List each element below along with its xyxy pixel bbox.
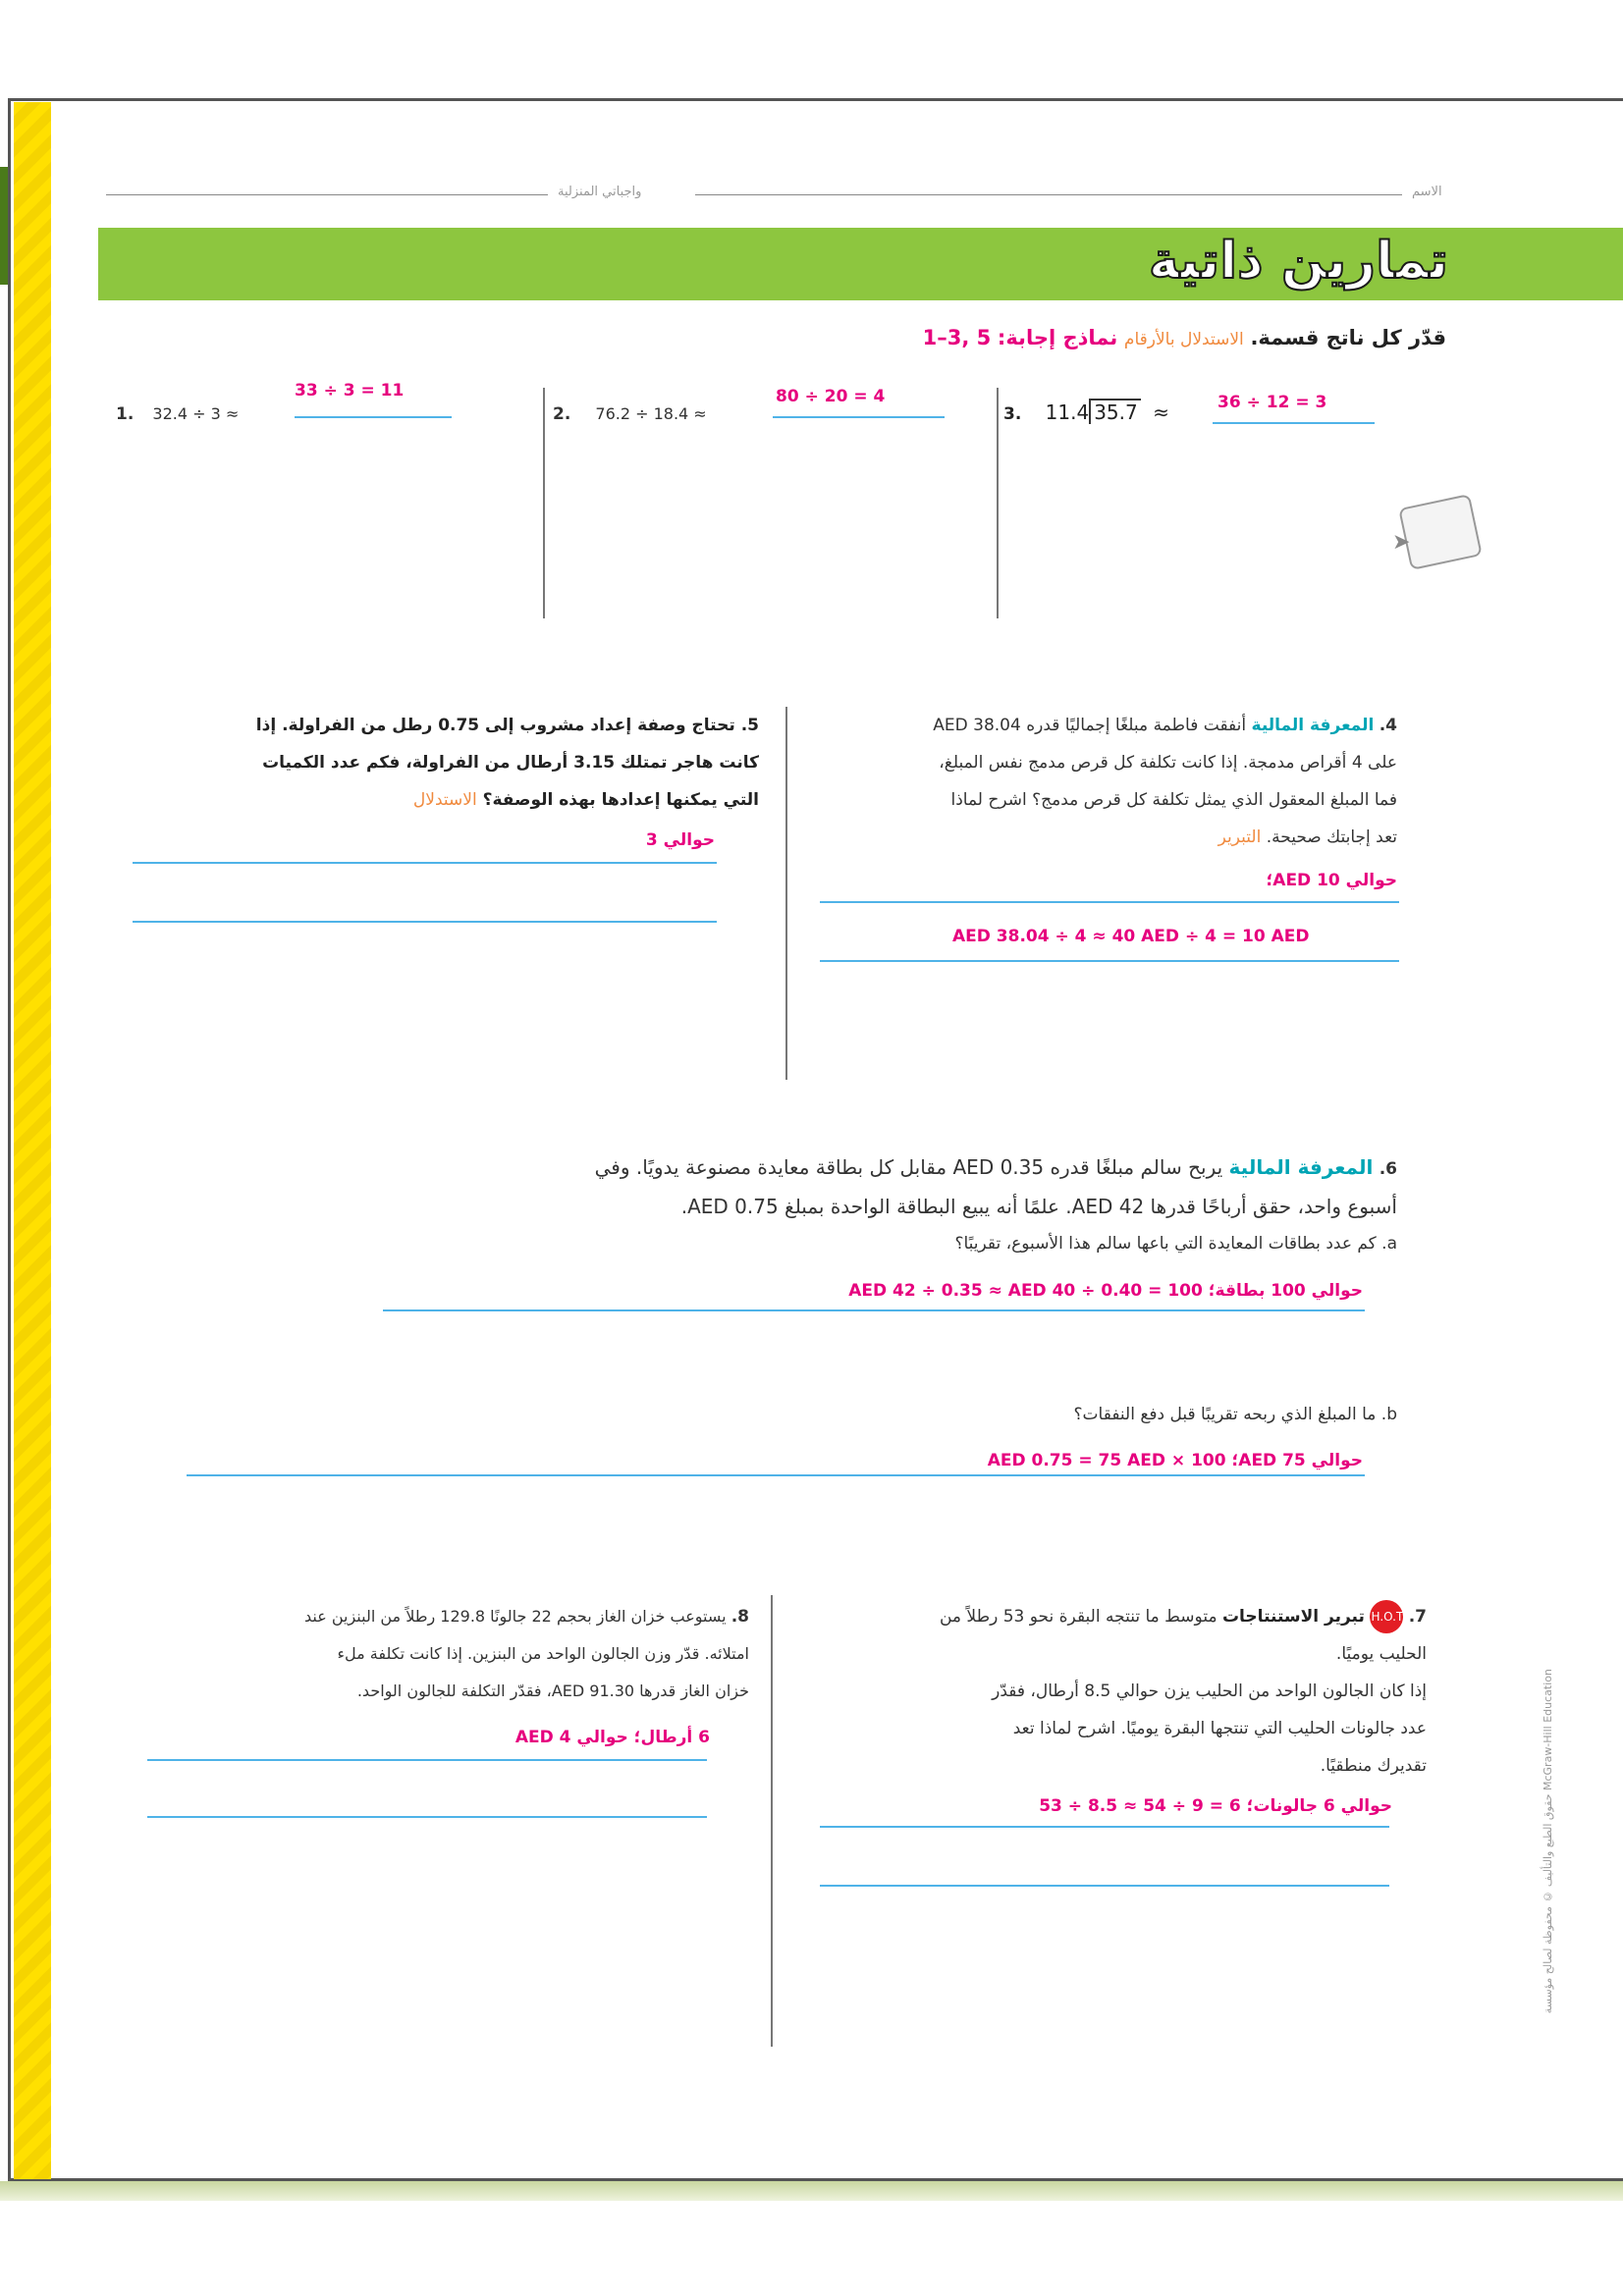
answer-line: [773, 416, 945, 418]
page-title: تمارين ذاتية: [1148, 232, 1448, 291]
problem-text: فما المبلغ المعقول الذي يمثل تكلفة كل قرص مدمج؟ اشرح لماذا: [950, 790, 1397, 810]
answer-5: حوالي 3: [645, 830, 715, 850]
answer-line: [1213, 422, 1375, 424]
copyright-credit: حقوق الطبع والتأليف © محفوظة لصالح مؤسسة McGraw-Hill Education: [1542, 1669, 1554, 2014]
problem-topic: المعرفة المالية: [1251, 716, 1375, 735]
problem-expression: 32.4 ÷ 3 ≈: [152, 404, 240, 423]
part-a: a. كم عدد بطاقات المعايدة التي باعها سالم هذا الأسبوع، تقريبًا؟: [954, 1234, 1397, 1254]
problem-text: يستوعب خزان الغاز بحجم 22 جالونًا 129.8 رطلاً من البنزين عند: [303, 1607, 727, 1626]
problem-text: أنفقت فاطمة مبلغًا إجماليًا قدره AED 38.04: [933, 716, 1247, 735]
answer-2: 80 ÷ 20 = 4: [776, 387, 886, 406]
hot-badge: H.O.T.: [1370, 1600, 1403, 1633]
column-divider: [785, 707, 787, 1080]
answer-line: [820, 1826, 1389, 1828]
divisor: 11.4: [1045, 400, 1090, 424]
teacher-line: [106, 194, 548, 195]
sample-items: 1–3, 5: [922, 326, 992, 349]
problem-hint: التبرير: [1217, 828, 1262, 847]
problem-text: التي يمكنها إعدادها بهذه الوصفة؟: [482, 790, 759, 810]
name-row: [106, 185, 1451, 204]
problem-text: الحليب يوميًا.: [1335, 1644, 1427, 1664]
problem-number: 6.: [1379, 1159, 1397, 1179]
instructions-text: قدّر كل ناتج قسمة.: [1250, 326, 1446, 349]
problem-8: [101, 1598, 749, 1710]
problem-hint: الاستدلال: [412, 790, 477, 810]
problem-number: 5.: [740, 716, 759, 735]
instructions: [923, 326, 1446, 349]
sample-label: نماذج إجابة:: [997, 326, 1118, 349]
problem-text: تعد إجابتك صحيحة.: [1266, 828, 1397, 847]
answer-4b: AED 38.04 ÷ 4 ≈ 40 AED ÷ 4 = 10 AED: [952, 927, 1310, 946]
answer-7: حوالي 6 جالونات؛ 6 = 9 ÷ 54 ≈ 8.5 ÷ 53: [1039, 1796, 1392, 1816]
answer-line: [133, 921, 717, 923]
answer-line: [820, 960, 1399, 962]
column-divider: [543, 388, 545, 618]
binding-strip: [14, 102, 51, 2179]
answer-line: [820, 1885, 1389, 1887]
page-shadow: [0, 2181, 1623, 2201]
answer-4a: حوالي AED 10؛: [1266, 871, 1397, 890]
answer-line: [147, 1816, 707, 1818]
section-banner: [98, 228, 1623, 300]
instructions-hint: الاستدلال بالأرقام: [1123, 330, 1244, 349]
teacher-label: واجباتي المنزلية: [558, 185, 642, 199]
problem-text: خزان الغاز قدرها AED 91.30، فقدّر التكلفة للجالون الواحد.: [356, 1682, 749, 1700]
problem-text: أسبوع واحد، حقق أرباحًا قدرها AED 42. علمًا أنه يبيع البطاقة الواحدة بمبلغ AED 0.75.: [680, 1195, 1397, 1218]
problem-topic: المعرفة المالية: [1228, 1155, 1374, 1179]
problem-text: تقديرك منطقيًا.: [1320, 1756, 1427, 1776]
problem-number: 2.: [553, 404, 571, 424]
problem-number: 8.: [730, 1607, 749, 1627]
answer-line: [295, 416, 452, 418]
problem-4: [788, 707, 1397, 856]
problem-number: 3.: [1003, 404, 1022, 424]
problem-2: [553, 404, 707, 424]
problem-text: امتلائه. قدّر وزن الجالون الواحد من البنزين. إذا كانت تكلفة ملء: [337, 1644, 749, 1663]
answer-6a: حوالي 100 بطاقة؛ AED 42 ÷ 0.35 ≈ AED 40 ÷ 0.40 = 100: [848, 1281, 1363, 1301]
problem-3: [1003, 400, 1169, 424]
problem-text: يربح سالم مبلغًا قدره AED 0.35 مقابل كل بطاقة معايدة مصنوعة يدويًا. وفي: [594, 1155, 1223, 1179]
problem-number: 7.: [1408, 1607, 1427, 1627]
answer-line: [820, 901, 1399, 903]
answer-1: 33 ÷ 3 = 11: [295, 381, 405, 400]
answer-8: 6 أرطال؛ حوالي AED 4: [514, 1728, 710, 1747]
problem-6: [219, 1148, 1397, 1262]
answer-6b: حوالي AED 75؛ AED 0.75 = 75 AED × 100: [987, 1451, 1363, 1470]
problem-number: 1.: [116, 404, 135, 424]
name-label: الاسم: [1412, 185, 1442, 199]
part-b: b. ما المبلغ الذي ربحه تقريبًا قبل دفع النفقات؟: [1073, 1405, 1397, 1424]
problem-number: 4.: [1379, 716, 1397, 735]
worksheet-page: [8, 98, 1623, 2181]
problem-5: [121, 707, 759, 819]
answer-line: [133, 862, 717, 864]
column-divider: [997, 388, 999, 618]
column-divider: [771, 1595, 773, 2047]
approx-symbol: ≈: [1153, 400, 1169, 424]
answer-line: [147, 1759, 707, 1761]
problem-text: كانت هاجر تمتلك 3.15 أرطال من الفراولة، فكم عدد الكميات: [262, 753, 759, 773]
dividend: 35.7: [1089, 399, 1141, 424]
problem-text: على 4 أقراص مدمجة. إذا كانت تكلفة كل قرص مدمج نفس المبلغ،: [939, 753, 1397, 773]
name-line: [695, 194, 1402, 195]
answer-line: [383, 1309, 1365, 1311]
answer-3: 36 ÷ 12 = 3: [1217, 393, 1327, 412]
problem-7: [818, 1598, 1427, 1785]
problem-1: [116, 404, 239, 424]
problem-expression: 76.2 ÷ 18.4 ≈: [595, 404, 707, 423]
arrow-icon: ➤: [1392, 530, 1411, 555]
problem-text: عدد جالونات الحليب التي تنتجها البقرة يوميًا. اشرح لماذا تعد: [1012, 1719, 1427, 1738]
problem-text: متوسط ما تنتجه البقرة نحو 53 رطلاً من: [939, 1607, 1217, 1627]
problem-text: إذا كان الجالون الواحد من الحليب يزن حوالي 8.5 أرطال، فقدّر: [992, 1682, 1427, 1701]
problem-topic: تبرير الاستنتاجات: [1221, 1607, 1365, 1627]
problem-text: تحتاج وصفة إعداد مشروب إلى 0.75 رطل من الفراولة. إذا: [255, 716, 735, 735]
answer-line: [187, 1474, 1365, 1476]
